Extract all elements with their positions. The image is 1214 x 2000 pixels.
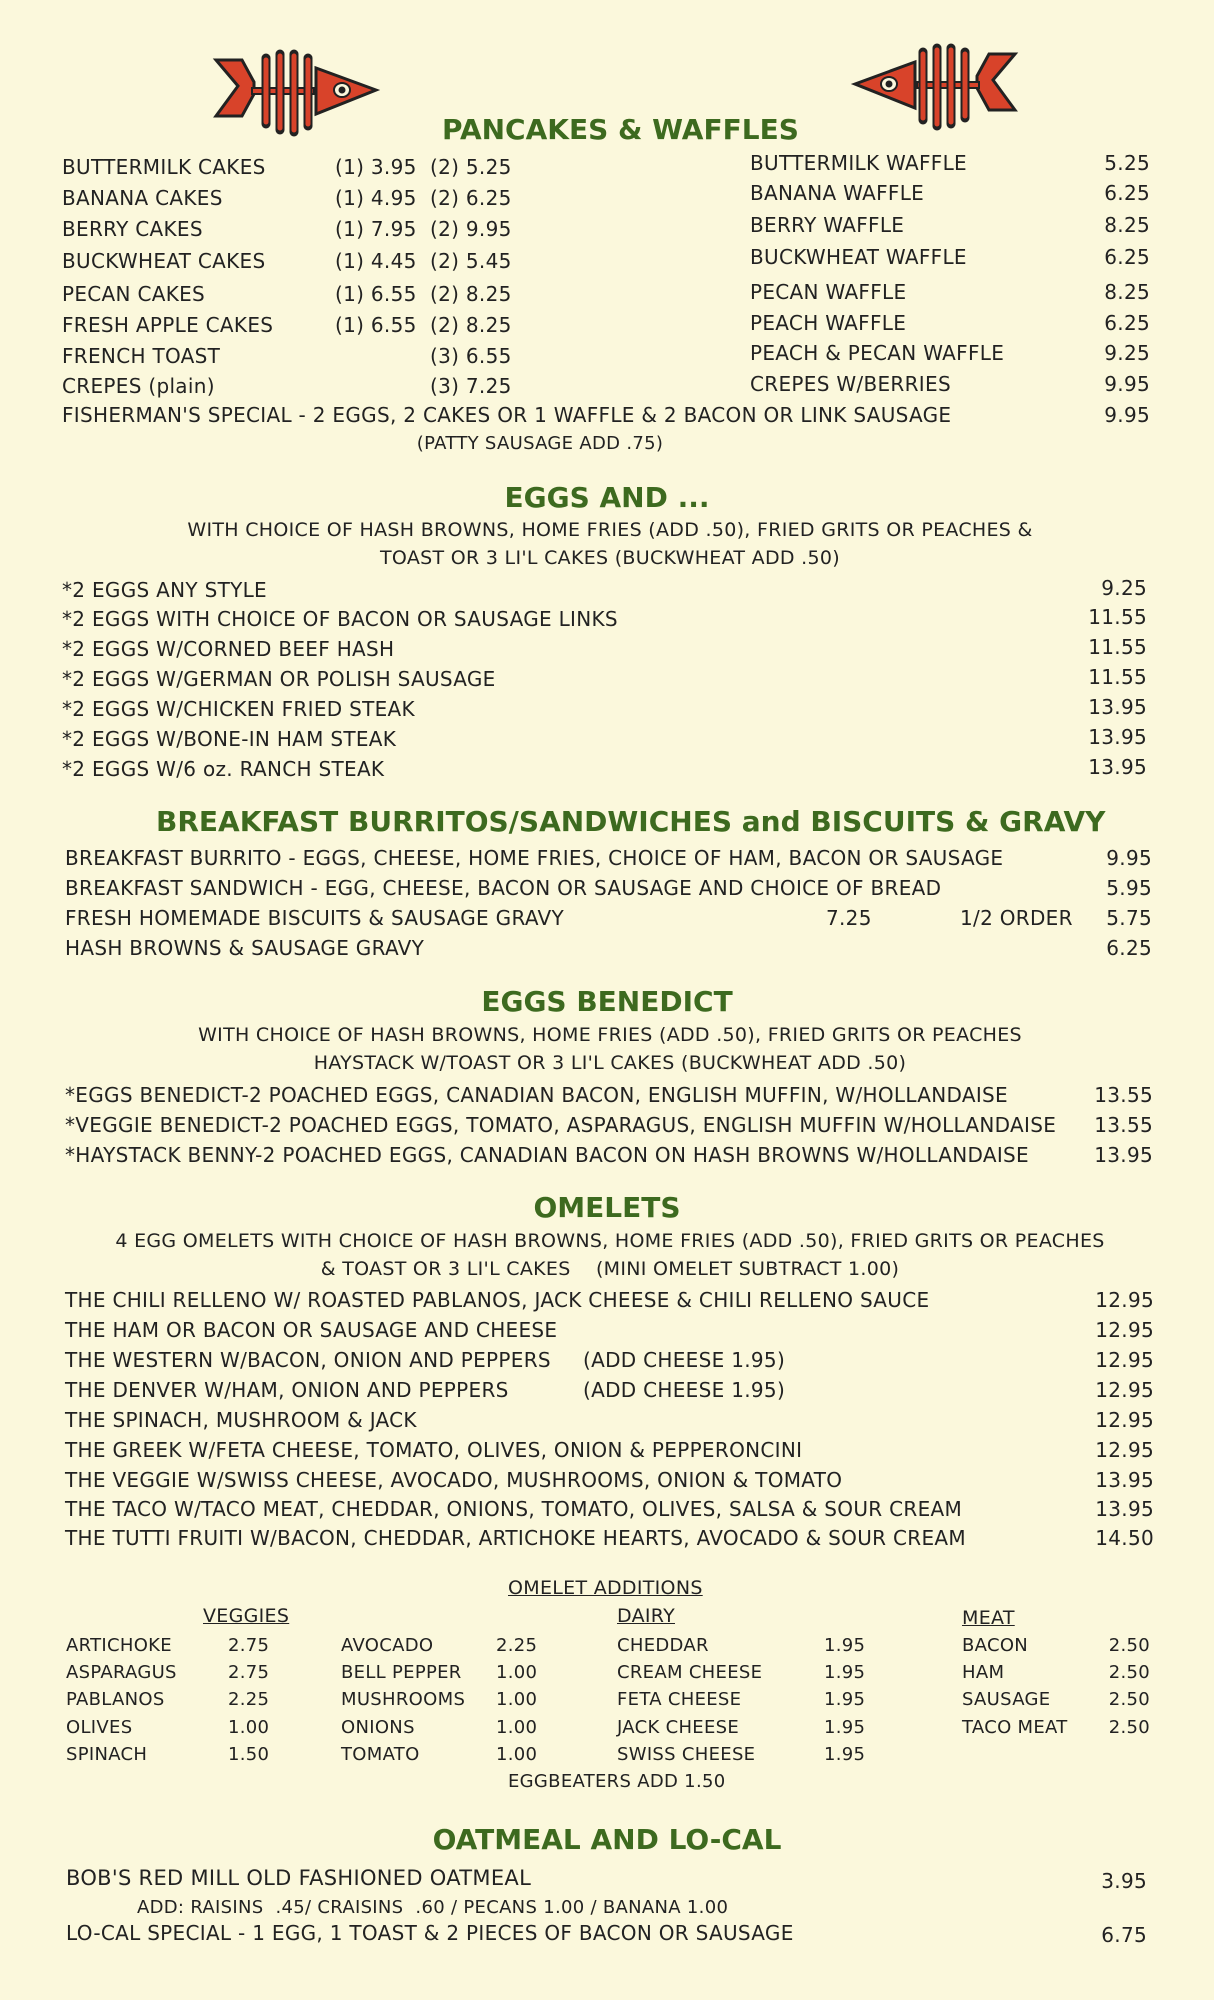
addition-item: PABLANOS xyxy=(66,1689,165,1710)
omelets-desc: & TOAST OR 3 LI'L CAKES (MINI OMELET SUBTRACT 1.00) xyxy=(320,1258,900,1280)
burrito-price: 5.75 xyxy=(1106,906,1152,930)
waffle-name: BERRY WAFFLE xyxy=(750,213,905,237)
addition-price: 1.95 xyxy=(824,1717,866,1738)
pancake-price-1: (1) 7.95 xyxy=(335,217,417,241)
pancake-name: PECAN CAKES xyxy=(62,282,206,306)
waffle-name: PEACH WAFFLE xyxy=(750,311,907,335)
addition-item: CREAM CHEESE xyxy=(617,1662,763,1683)
addition-price: 2.50 xyxy=(1108,1635,1150,1656)
addition-price: 2.75 xyxy=(228,1662,270,1683)
addition-price: 2.50 xyxy=(1108,1717,1150,1738)
waffle-price: 5.25 xyxy=(1104,151,1150,175)
pancake-name: BUCKWHEAT CAKES xyxy=(62,249,266,273)
addition-item: BACON xyxy=(962,1635,1029,1656)
omelet-price: 12.95 xyxy=(1095,1408,1154,1432)
pancake-name: FRENCH TOAST xyxy=(62,344,221,368)
burrito-price: 5.95 xyxy=(1106,876,1152,900)
pancake-price-1: (1) 6.55 xyxy=(335,282,417,306)
eggs-item: *2 EGGS W/GERMAN OR POLISH SAUSAGE xyxy=(62,667,496,691)
addition-price: 1.00 xyxy=(228,1717,270,1738)
burrito-price: 6.25 xyxy=(1106,936,1152,960)
eggs-price: 11.55 xyxy=(1088,605,1147,629)
omelet-price: 12.95 xyxy=(1095,1318,1154,1342)
omelet-extra: (ADD CHEESE 1.95) xyxy=(583,1348,786,1372)
waffle-price: 9.95 xyxy=(1104,372,1150,396)
addition-item: TOMATO xyxy=(341,1744,420,1765)
oatmeal-add-line: ADD: RAISINS .45/ CRAISINS .60 / PECANS 1.00 / BANANA 1.00 xyxy=(137,1897,729,1918)
pancake-name: FRESH APPLE CAKES xyxy=(62,313,274,337)
waffle-name: BANANA WAFFLE xyxy=(750,181,925,205)
eggs-item: *2 EGGS W/CHICKEN FRIED STEAK xyxy=(62,697,415,721)
addition-price: 2.50 xyxy=(1108,1662,1150,1683)
eggs-price: 13.95 xyxy=(1088,695,1147,719)
addition-item: FETA CHEESE xyxy=(617,1689,742,1710)
addition-item: AVOCADO xyxy=(341,1635,434,1656)
eggs-price: 11.55 xyxy=(1088,635,1147,659)
waffle-price: 8.25 xyxy=(1104,280,1150,304)
meat-label: MEAT xyxy=(962,1607,1015,1629)
section-title-oatmeal: OATMEAL AND LO-CAL xyxy=(432,1823,782,1856)
special-note: (PATTY SAUSAGE ADD .75) xyxy=(416,433,664,454)
omelet-item: THE SPINACH, MUSHROOM & JACK xyxy=(65,1408,417,1432)
waffle-price: 9.25 xyxy=(1104,341,1150,365)
pancake-name: BUTTERMILK CAKES xyxy=(62,155,266,179)
pancake-price-2: (2) 5.45 xyxy=(430,249,512,273)
special-price: 9.95 xyxy=(1104,403,1150,427)
benedict-desc: HAYSTACK W/TOAST OR 3 LI'L CAKES (BUCKWHEAT ADD .50) xyxy=(313,1052,907,1074)
addition-price: 2.25 xyxy=(228,1689,270,1710)
fish-skeleton-icon xyxy=(208,46,383,141)
pancake-price-2: (2) 8.25 xyxy=(430,313,512,337)
omelet-item: THE DENVER W/HAM, ONION AND PEPPERS xyxy=(65,1378,509,1402)
omelet-item: THE VEGGIE W/SWISS CHEESE, AVOCADO, MUSHROOMS, ONION & TOMATO xyxy=(65,1468,843,1492)
omelet-item: THE TUTTI FRUITI W/BACON, CHEDDAR, ARTICHOKE HEARTS, AVOCADO & SOUR CREAM xyxy=(65,1526,966,1550)
pancake-name: BERRY CAKES xyxy=(62,217,203,241)
pancake-price-1: (1) 6.55 xyxy=(335,313,417,337)
omelet-item: THE WESTERN W/BACON, ONION AND PEPPERS xyxy=(65,1348,551,1372)
eggs-item: *2 EGGS W/CORNED BEEF HASH xyxy=(62,637,395,661)
waffle-name: CREPES W/BERRIES xyxy=(750,372,951,396)
eggs-item: *2 EGGS W/6 oz. RANCH STEAK xyxy=(62,757,385,781)
benedict-item: *HAYSTACK BENNY-2 POACHED EGGS, CANADIAN BACON ON HASH BROWNS W/HOLLANDAISE xyxy=(65,1143,1029,1167)
addition-price: 1.00 xyxy=(496,1662,538,1683)
addition-item: SAUSAGE xyxy=(962,1689,1051,1710)
benedict-price: 13.55 xyxy=(1094,1083,1153,1107)
addition-price: 2.25 xyxy=(496,1635,538,1656)
omelet-price: 12.95 xyxy=(1095,1348,1154,1372)
addition-price: 2.50 xyxy=(1108,1689,1150,1710)
burrito-half-label: 1/2 ORDER xyxy=(960,906,1073,930)
addition-price: 1.95 xyxy=(824,1689,866,1710)
section-title-burritos: BREAKFAST BURRITOS/SANDWICHES and BISCUITS & GRAVY xyxy=(156,805,1106,838)
addition-price: 1.95 xyxy=(824,1662,866,1683)
pancake-price-1: (1) 4.45 xyxy=(335,249,417,273)
eggbeaters-note: EGGBEATERS ADD 1.50 xyxy=(508,1771,726,1792)
addition-item: TACO MEAT xyxy=(962,1717,1068,1738)
burrito-item: BREAKFAST BURRITO - EGGS, CHEESE, HOME FRIES, CHOICE OF HAM, BACON OR SAUSAGE xyxy=(65,846,1004,870)
omelet-price: 12.95 xyxy=(1095,1438,1154,1462)
pancake-price-1: (1) 3.95 xyxy=(335,155,417,179)
waffle-price: 6.25 xyxy=(1104,311,1150,335)
pancake-name: BANANA CAKES xyxy=(62,186,223,210)
special-line: FISHERMAN'S SPECIAL - 2 EGGS, 2 CAKES OR 1 WAFFLE & 2 BACON OR LINK SAUSAGE xyxy=(62,403,952,427)
omelets-desc: 4 EGG OMELETS WITH CHOICE OF HASH BROWNS, HOME FRIES (ADD .50), FRIED GRITS OR PEACHES xyxy=(115,1230,1105,1252)
lo-cal-item: LO-CAL SPECIAL - 1 EGG, 1 TOAST & 2 PIECES OF BACON OR SAUSAGE xyxy=(66,1921,794,1945)
omelet-item: THE GREEK W/FETA CHEESE, TOMATO, OLIVES, ONION & PEPPERONCINI xyxy=(65,1438,803,1462)
benedict-price: 13.95 xyxy=(1094,1143,1153,1167)
pancake-price-2: (2) 9.95 xyxy=(430,217,512,241)
addition-price: 1.95 xyxy=(824,1635,866,1656)
burrito-price: 9.95 xyxy=(1106,846,1152,870)
omelet-price: 13.95 xyxy=(1095,1468,1154,1492)
additions-title: OMELET ADDITIONS xyxy=(508,1577,703,1599)
burrito-item: BREAKFAST SANDWICH - EGG, CHEESE, BACON OR SAUSAGE AND CHOICE OF BREAD xyxy=(65,876,942,900)
addition-item: CHEDDAR xyxy=(617,1635,709,1656)
burrito-item: HASH BROWNS & SAUSAGE GRAVY xyxy=(65,936,425,960)
pancake-price-2: (3) 7.25 xyxy=(430,374,512,398)
omelet-price: 13.95 xyxy=(1095,1497,1154,1521)
addition-price: 2.75 xyxy=(228,1635,270,1656)
pancake-name: CREPES (plain) xyxy=(62,374,215,398)
eggs-desc: TOAST OR 3 LI'L CAKES (BUCKWHEAT ADD .50) xyxy=(380,547,840,569)
eggs-price: 9.25 xyxy=(1101,576,1147,600)
eggs-item: *2 EGGS W/BONE-IN HAM STEAK xyxy=(62,727,397,751)
section-title-omelets: OMELETS xyxy=(533,1191,681,1224)
benedict-item: *VEGGIE BENEDICT-2 POACHED EGGS, TOMATO, ASPARAGUS, ENGLISH MUFFIN W/HOLLANDAISE xyxy=(65,1113,1057,1137)
omelet-item: THE CHILI RELLENO W/ ROASTED PABLANOS, JACK CHEESE & CHILI RELLENO SAUCE xyxy=(65,1288,930,1312)
addition-price: 1.95 xyxy=(824,1744,866,1765)
veggies-label: VEGGIES xyxy=(203,1605,290,1627)
lo-cal-price: 6.75 xyxy=(1101,1923,1147,1947)
addition-item: BELL PEPPER xyxy=(341,1662,462,1683)
addition-item: OLIVES xyxy=(66,1717,133,1738)
pancake-price-2: (3) 6.55 xyxy=(430,344,512,368)
omelet-item: THE HAM OR BACON OR SAUSAGE AND CHEESE xyxy=(65,1318,558,1342)
waffle-price: 6.25 xyxy=(1104,181,1150,205)
eggs-price: 13.95 xyxy=(1088,725,1147,749)
eggs-desc: WITH CHOICE OF HASH BROWNS, HOME FRIES (ADD .50), FRIED GRITS OR PEACHES & xyxy=(187,519,1033,541)
omelet-price: 12.95 xyxy=(1095,1378,1154,1402)
section-title-eggs: EGGS AND ... xyxy=(504,481,710,514)
omelet-extra: (ADD CHEESE 1.95) xyxy=(583,1378,786,1402)
pancake-price-2: (2) 8.25 xyxy=(430,282,512,306)
eggs-item: *2 EGGS ANY STYLE xyxy=(62,578,267,602)
burrito-full-price: 7.25 xyxy=(826,906,872,930)
addition-price: 1.50 xyxy=(228,1744,270,1765)
oatmeal-item: BOB'S RED MILL OLD FASHIONED OATMEAL xyxy=(66,1866,532,1890)
waffle-name: PEACH & PECAN WAFFLE xyxy=(750,341,1005,365)
burrito-item: FRESH HOMEMADE BISCUITS & SAUSAGE GRAVY xyxy=(65,906,565,930)
addition-item: HAM xyxy=(962,1662,1005,1683)
addition-item: JACK CHEESE xyxy=(617,1717,740,1738)
benedict-item: *EGGS BENEDICT-2 POACHED EGGS, CANADIAN BACON, ENGLISH MUFFIN, W/HOLLANDAISE xyxy=(65,1083,1008,1107)
waffle-price: 6.25 xyxy=(1104,245,1150,269)
waffle-name: BUTTERMILK WAFFLE xyxy=(750,151,967,175)
addition-item: ASPARAGUS xyxy=(66,1662,177,1683)
omelet-price: 12.95 xyxy=(1095,1288,1154,1312)
oatmeal-price: 3.95 xyxy=(1101,1869,1147,1893)
section-title-pancakes: PANCAKES & WAFFLES xyxy=(442,113,799,146)
addition-item: SPINACH xyxy=(66,1744,148,1765)
fish-skeleton-icon xyxy=(848,40,1023,135)
addition-item: SWISS CHEESE xyxy=(617,1744,756,1765)
eggs-item: *2 EGGS WITH CHOICE OF BACON OR SAUSAGE LINKS xyxy=(62,607,618,631)
pancake-price-2: (2) 6.25 xyxy=(430,186,512,210)
waffle-name: PECAN WAFFLE xyxy=(750,280,907,304)
benedict-desc: WITH CHOICE OF HASH BROWNS, HOME FRIES (ADD .50), FRIED GRITS OR PEACHES xyxy=(198,1024,1022,1046)
eggs-price: 11.55 xyxy=(1088,665,1147,689)
section-title-benedict: EGGS BENEDICT xyxy=(481,985,733,1018)
dairy-label: DAIRY xyxy=(617,1605,675,1627)
pancake-price-1: (1) 4.95 xyxy=(335,186,417,210)
addition-item: ONIONS xyxy=(341,1717,415,1738)
addition-price: 1.00 xyxy=(496,1717,538,1738)
addition-item: ARTICHOKE xyxy=(66,1635,172,1656)
addition-price: 1.00 xyxy=(496,1689,538,1710)
eggs-price: 13.95 xyxy=(1088,755,1147,779)
omelet-item: THE TACO W/TACO MEAT, CHEDDAR, ONIONS, TOMATO, OLIVES, SALSA & SOUR CREAM xyxy=(65,1497,963,1521)
omelet-price: 14.50 xyxy=(1095,1526,1154,1550)
waffle-price: 8.25 xyxy=(1104,213,1150,237)
addition-item: MUSHROOMS xyxy=(341,1689,466,1710)
waffle-name: BUCKWHEAT WAFFLE xyxy=(750,245,967,269)
addition-price: 1.00 xyxy=(496,1744,538,1765)
pancake-price-2: (2) 5.25 xyxy=(430,155,512,179)
benedict-price: 13.55 xyxy=(1094,1113,1153,1137)
